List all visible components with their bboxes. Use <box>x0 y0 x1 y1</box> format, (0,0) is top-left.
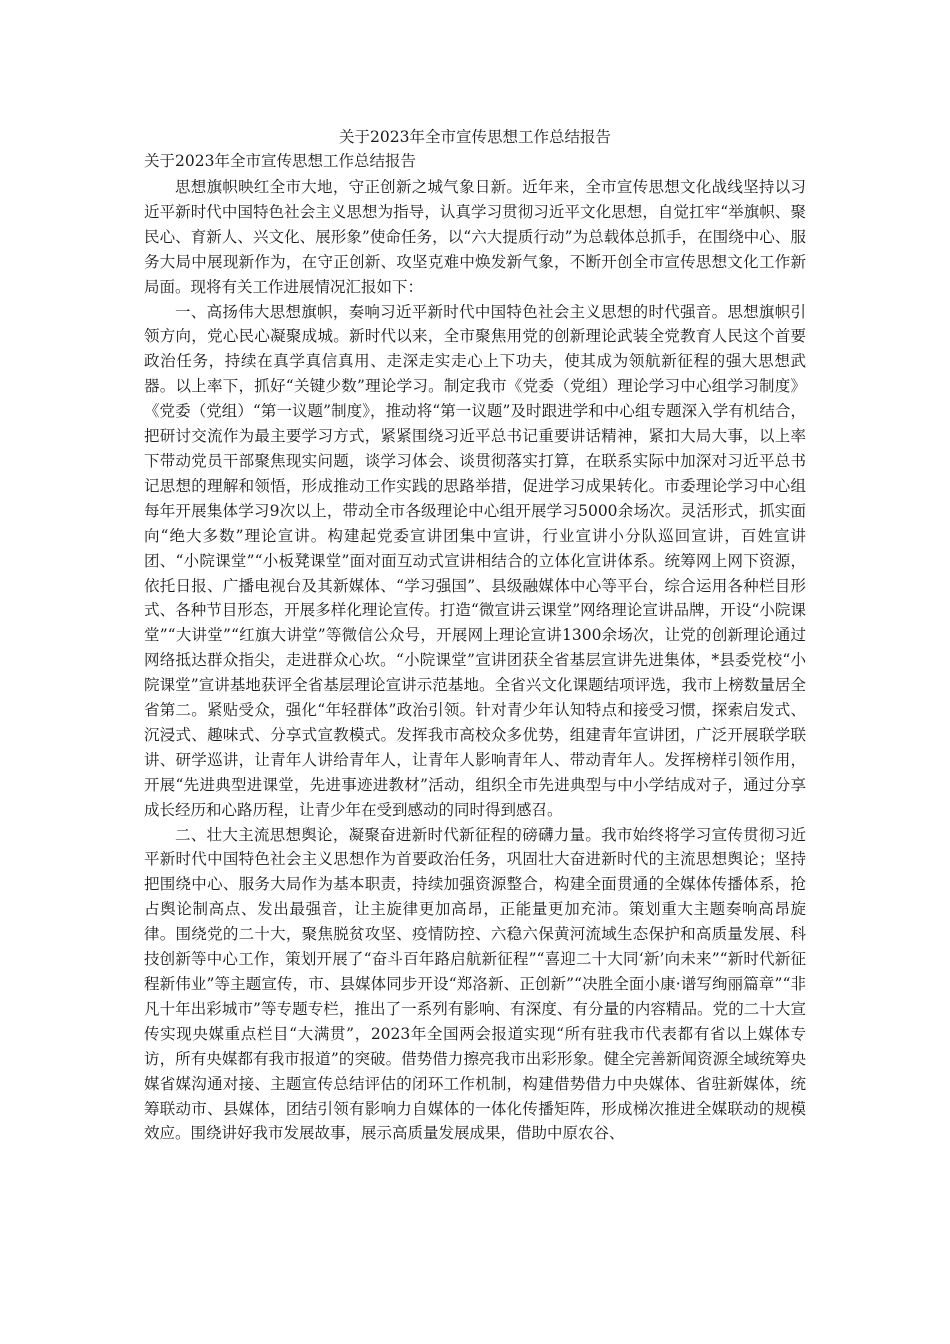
section-one-paragraph: 一、高扬伟大思想旗帜，奏响习近平新时代中国特色社会主义思想的时代强音。思想旗帜引领方向，党心民心凝聚成城。新时代以来，全市聚焦用党的创新理论武装全党教育人民这个首要政治任务，持续在真学真信真用、走深走实走心上下功夫，使其成为领航新征程的强大思想武器。以上率下，抓好“关键少数”理论学习。制定我市《党委（党组）理论学习中心组学习制度》《党委（党组）“第一议题”制度》，推动将“第一议题”及时跟进学和中心组专题深入学有机结合，把研讨交流作为最主要学习方式，紧紧围绕习近平总书记重要讲话精神，紧扣大局大事，以上率下带动党员干部聚焦现实问题，谈学习体会、谈贯彻落实打算，在联系实际中加深对习近平总书记思想的理解和领悟，形成推动工作实践的思路举措，促进学习成果转化。市委理论学习中心组每年开展集体学习9次以上，带动全市各级理论中心组开展学习5000余场次。灵活形式，抓实面向“绝大多数”理论宣讲。构建起党委宣讲团集中宣讲，行业宣讲小分队巡回宣讲，百姓宣讲团、“小院课堂”“小板凳课堂”面对面互动式宣讲相结合的立体化宣讲体系。统筹网上网下资源，依托日报、广播电视台及其新媒体、“学习强国”、县级融媒体中心等平台，综合运用各种栏目形式、各种节目形态，开展多样化理论宣传。打造“微宣讲云课堂”网络理论宣讲品牌，开设“小院课堂”“大讲堂”“红旗大讲堂”等微信公众号，开展网上理论宣讲1300余场次，让党的创新理论通过网络抵达群众指尖，走进群众心坎。“小院课堂”宣讲团获全省基层宣讲先进集体，*县委党校“小院课堂”宣讲基地获评全省基层理论宣讲示范基地。全省兴文化课题结项评选，我市上榜数量居全省第二。紧贴受众，强化“年轻群体”政治引领。针对青少年认知特点和接受习惯，探索启发式、沉浸式、趣味式、分享式宣教模式。发挥我市高校众多优势，组建青年宣讲团，广泛开展联学联讲、研学巡讲，让青年人讲给青年人，让青年人影响青年人、带动青年人。发挥榜样引领作用，开展“先进典型进课堂，先进事迹进教材”活动，组织全市先进典型与中小学结成对子，通过分享成长经历和心路历程，让青少年在受到感动的同时得到感召。 <box>144 302 806 819</box>
document-title: 关于2023年全市宣传思想工作总结报告 <box>339 128 611 146</box>
document-body <box>144 175 806 1185</box>
intro-paragraph: 思想旗帜映红全市大地，守正创新之城气象日新。近年来，全市宣传思想文化战线坚持以习近平新时代中国特色社会主义思想为指导，认真学习贯彻习近平文化思想，自觉扛牢“举旗帜、聚民心、育新人、兴文化、展形象”使命任务，以“六大提质行动”为总载体总抓手，在围绕中心、服务大局中展现新作为，在守正创新、攻坚克难中焕发新气象，不断开创全市宣传思想文化工作新局面。现将有关工作进展情况汇报如下： <box>144 178 806 296</box>
section-two-paragraph: 二、壮大主流思想舆论，凝聚奋进新时代新征程的磅礴力量。我市始终将学习宣传贯彻习近平新时代中国特色社会主义思想作为首要政治任务，巩固壮大奋进新时代的主流思想舆论；坚持把围绕中心、服务大局作为基本职责，持续加强资源整合，构建全面贯通的全媒体传播体系，抢占舆论制高点、发出最强音，让主旋律更加高昂，正能量更加充沛。策划重大主题奏响高昂旋律。围绕党的二十大，聚焦脱贫攻坚、疫情防控、六稳六保黄河流域生态保护和高质量发展、科技创新等中心工作，策划开展了“奋斗百年路启航新征程”“喜迎二十大同‘新’向未来”“新时代新征程新伟业”等主题宣传，市、县媒体同步开设“郑洛新、正创新”“决胜全面小康·谱写绚丽篇章”“非凡十年出彩城市”等专题专栏，推出了一系列有影响、有深度、有分量的内容精品。党的二十大宣传实现央媒重点栏目“大满贯”，2023年全国两会报道实现“所有驻我市代表都有省以上媒体专访，所有央媒都有我市报道”的突破。借势借力擦亮我市出彩形象。健全完善新闻资源全域统筹央媒省媒沟通对接、主题宣传总结评估的闭环工作机制，构建借势借力中央媒体、省驻新媒体，统筹联动市、县媒体，团结引领有影响力自媒体的一体化传播矩阵，形成梯次推进全媒联动的规模效应。围绕讲好我市发展故事，展示高质量发展成果，借助中原农谷、 <box>144 825 806 1143</box>
document-subtitle: 关于2023年全市宣传思想工作总结报告 <box>144 152 416 170</box>
